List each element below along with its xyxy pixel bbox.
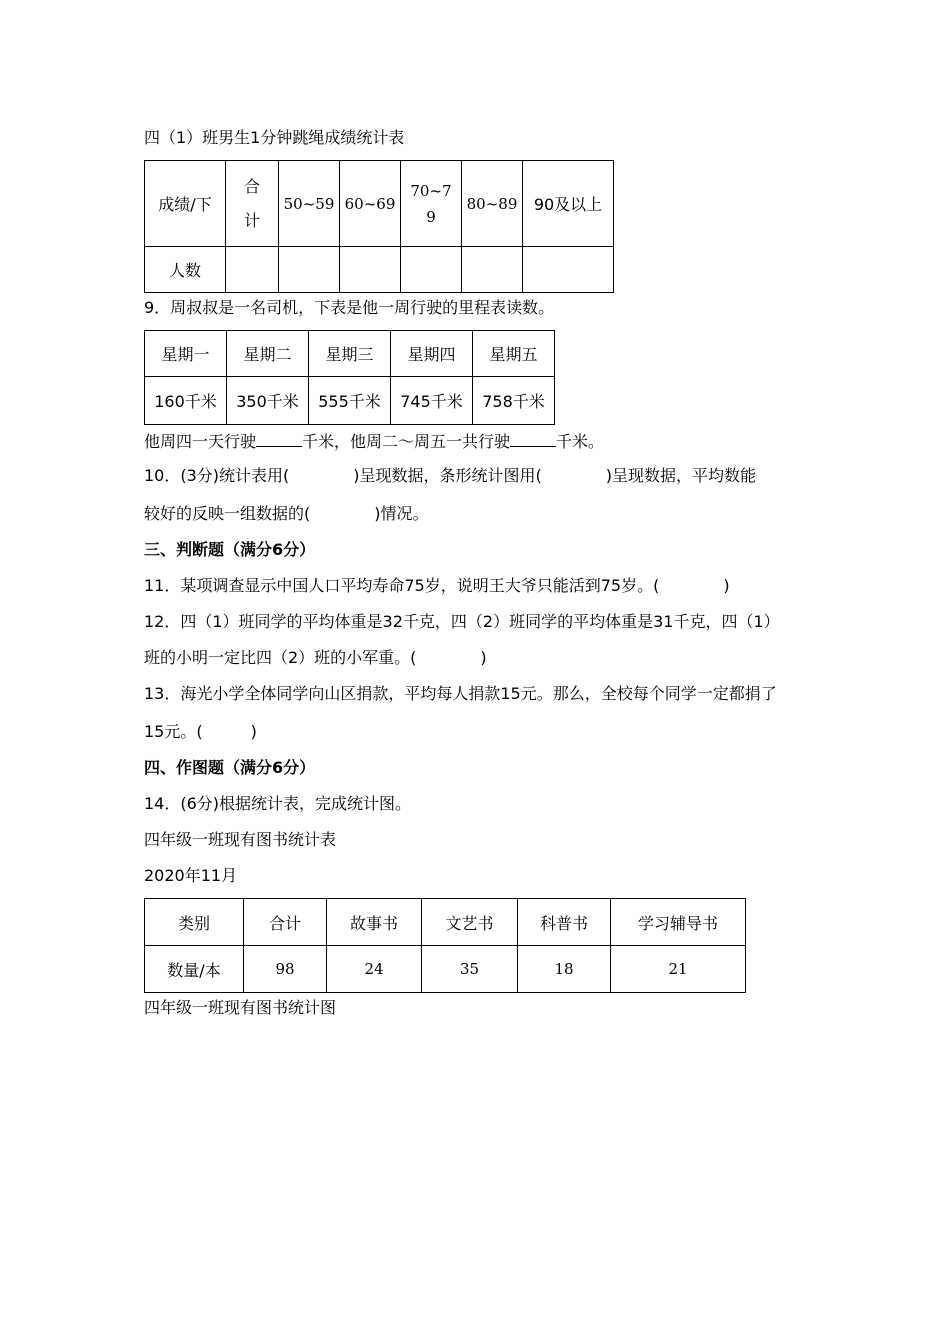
table-cell-empty[interactable] <box>226 247 279 293</box>
q11-text: 11．某项调查显示中国人口平均寿命75岁，说明王大爷只能活到75岁。( ) <box>144 576 730 595</box>
q9-question <box>144 430 604 452</box>
table-header-cell: 合计 <box>244 899 327 946</box>
table-cell: 24 <box>327 946 422 993</box>
table-cell-empty[interactable] <box>523 247 614 293</box>
table-header-cell: 90及以上 <box>523 161 614 247</box>
table-cell: 350千米 <box>227 377 309 425</box>
table-header-cell: 故事书 <box>327 899 422 946</box>
q10-line1: 10．(3分)统计表用( )呈现数据，条形统计图用( )呈现数据，平均数能 <box>144 466 756 485</box>
jump-rope-table <box>144 160 614 293</box>
table-cell: 745千米 <box>391 377 473 425</box>
table-header-cell: 文艺书 <box>422 899 518 946</box>
table-cell-empty[interactable] <box>340 247 401 293</box>
table-header-cell: 星期五 <box>473 331 555 377</box>
q9-question-text: 千米，他周二～周五一共行驶 <box>302 432 511 451</box>
table-header-cell: 星期三 <box>309 331 391 377</box>
table-header-cell: 成绩/下 <box>145 161 226 247</box>
table-cell: 160千米 <box>145 377 227 425</box>
table-cell: 35 <box>422 946 518 993</box>
table-header-text: 70~7 9 <box>410 181 452 226</box>
table-header-cell <box>401 161 462 247</box>
table-header-cell: 学习辅导书 <box>611 899 746 946</box>
table-cell: 21 <box>611 946 746 993</box>
table-header-cell: 类别 <box>145 899 244 946</box>
books-table <box>144 898 746 993</box>
q13-line2: 15元。( ) <box>144 722 257 741</box>
table-header-cell: 星期四 <box>391 331 473 377</box>
table-cell: 555千米 <box>309 377 391 425</box>
table-header-cell: 星期一 <box>145 331 227 377</box>
table-row-label: 数量/本 <box>145 946 244 993</box>
table-cell-empty[interactable] <box>401 247 462 293</box>
answer-blank[interactable] <box>510 430 556 447</box>
answer-blank[interactable] <box>256 430 302 447</box>
table-cell: 18 <box>518 946 611 993</box>
q9-question-text: 他周四一天行驶 <box>144 432 257 451</box>
table-cell-empty[interactable] <box>462 247 523 293</box>
table-header-cell: 科普书 <box>518 899 611 946</box>
mileage-table <box>144 330 555 425</box>
q10-line2: 较好的反映一组数据的( )情况。 <box>144 504 429 523</box>
section-title: 四、作图题（满分6分） <box>144 758 316 777</box>
table-header-cell: 80~89 <box>462 161 523 247</box>
table-cell: 758千米 <box>473 377 555 425</box>
q14-chart-title: 四年级一班现有图书统计图 <box>144 998 337 1017</box>
q9-prompt: 9．周叔叔是一名司机，下表是他一周行驶的里程表读数。 <box>144 298 555 317</box>
q14-prompt: 14．(6分)根据统计表，完成统计图。 <box>144 794 412 813</box>
table-row-label: 人数 <box>145 247 226 293</box>
q9-question-text: 千米。 <box>556 432 605 451</box>
table-header-cell <box>226 161 279 247</box>
q8-caption: 四（1）班男生1分钟跳绳成绩统计表 <box>144 128 405 147</box>
table-header-cell: 50~59 <box>279 161 340 247</box>
q13-line1: 13．海光小学全体同学向山区捐款，平均每人捐款15元。那么，全校每个同学一定都捐了 <box>144 684 777 703</box>
q12-line1: 12．四（1）班同学的平均体重是32千克，四（2）班同学的平均体重是31千克，四（1） <box>144 612 780 631</box>
table-header-cell: 星期二 <box>227 331 309 377</box>
table-header-text: 合 计 <box>243 176 260 230</box>
q14-date: 2020年11月 <box>144 866 238 885</box>
table-header-cell: 60~69 <box>340 161 401 247</box>
section-title: 三、判断题（满分6分） <box>144 540 316 559</box>
table-cell-empty[interactable] <box>279 247 340 293</box>
q14-table-title: 四年级一班现有图书统计表 <box>144 830 337 849</box>
table-cell: 98 <box>244 946 327 993</box>
q12-line2: 班的小明一定比四（2）班的小军重。( ) <box>144 648 487 667</box>
